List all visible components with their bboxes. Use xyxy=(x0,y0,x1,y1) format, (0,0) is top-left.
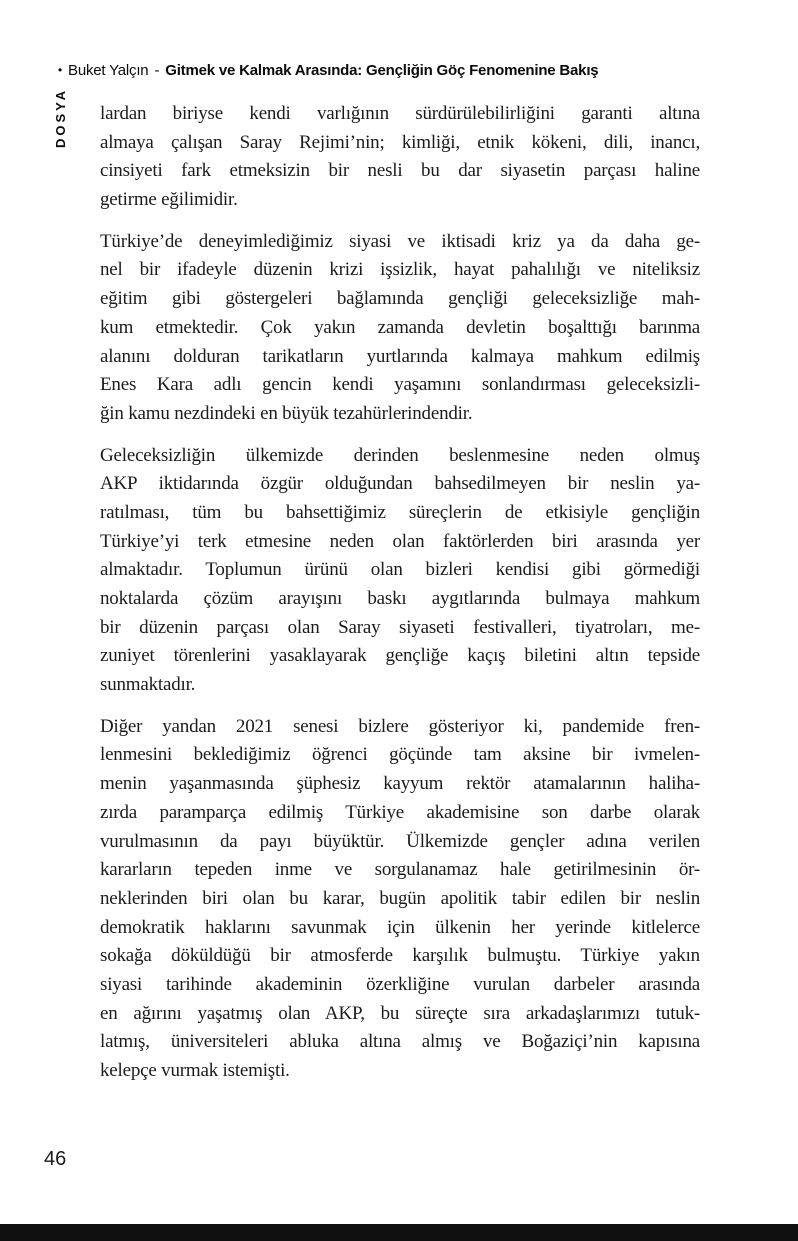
text-line: lardan biriyse kendi varlığının sürdürülebilirliğini garanti altına xyxy=(100,103,700,124)
text-line: kelepçe vurmak istemişti. xyxy=(100,1060,290,1081)
text-line: nel bir ifadeyle düzenin krizi işsizlik, hayat pahalılığı ve niteliksiz xyxy=(100,259,700,281)
text-line: lenmesini beklediğimiz öğrenci göçünde tam aksine bir ivmelen- xyxy=(100,744,700,766)
section-label-dosya: DOSYA xyxy=(53,88,68,149)
text-line: demokratik haklarını savunmak için ülkenin her yerinde kitlelerce xyxy=(100,916,700,938)
text-line: vurulmasının da payı büyüktür. Ülkemizde gençler adına verilen xyxy=(100,830,700,852)
running-header xyxy=(58,62,598,79)
text-line: getirme eğilimidir. xyxy=(100,189,238,211)
paragraph xyxy=(100,442,700,700)
text-line: Geleceksizliğin ülkemizde derinden beslenmesine neden olmuş xyxy=(100,444,700,466)
text-line: Diğer yandan 2021 senesi bizlere gösteriyor ki, pandemide fren- xyxy=(100,715,700,737)
text-line: siyasi tarihinde akademinin özerkliğine vurulan darbeler arasında xyxy=(100,973,700,995)
header-article-title: Gitmek ve Kalmak Arasında: Gençliğin Göç Fenomenine Bakış xyxy=(165,62,599,79)
text-line: ğin kamu nezdindeki en büyük tezahürlerindendir. xyxy=(100,402,473,424)
text-line: latmış, üniversiteleri abluka altına almış ve Boğaziçi’nin kapısına xyxy=(100,1031,700,1053)
text-line: kum etmektedir. Çok yakın zamanda devletin boşalttığı barınma xyxy=(100,316,700,338)
text-line: sokağa döküldüğü bir atmosferde karşılık bulmuştu. Türkiye yakın xyxy=(100,945,700,967)
text-line: alanını dolduran tarikatların yurtlarında kalmaya mahkum edilmiş xyxy=(100,345,700,367)
paragraph xyxy=(100,228,700,429)
text-line: en ağırını yaşatmış olan AKP, bu süreçte sıra arkadaşlarımızı tutuk- xyxy=(100,1002,700,1024)
text-line: zuniyet törenlerini yasaklayarak gençliğe kaçış biletini altın tepside xyxy=(100,645,700,667)
text-line: sunmaktadır. xyxy=(100,674,196,696)
header-author: Buket Yalçın xyxy=(68,62,149,79)
bullet-icon: • xyxy=(58,63,63,77)
text-line: Türkiye’yi terk etmesine neden olan faktörlerden biri arasında yer xyxy=(100,530,700,552)
text-line: Türkiye’de deneyimlediğimiz siyasi ve iktisadi kriz ya da daha ge- xyxy=(100,230,700,252)
paragraph xyxy=(100,713,700,1086)
text-line: neklerinden biri olan bu karar, bugün apolitik tabir edilen bir neslin xyxy=(100,887,700,909)
text-line: Enes Kara adlı gencin kendi yaşamını sonlandırması geleceksizli- xyxy=(100,374,700,396)
text-line: menin yaşanmasında şüphesiz kayyum rektör atamalarının haliha- xyxy=(100,773,700,795)
text-line: bir düzenin parçası olan Saray siyaseti festivalleri, tiyatroları, me- xyxy=(100,616,700,638)
text-line: eğitim gibi göstergeleri bağlamında gençliği geleceksizliğe mah- xyxy=(100,288,700,310)
header-separator: - xyxy=(154,62,160,79)
footer-bar xyxy=(0,1224,798,1241)
text-line: almaya çalışan Saray Rejimi’nin; kimliği, etnik kökeni, dili, inancı, xyxy=(100,131,700,153)
body-paragraphs xyxy=(100,100,700,1086)
text-line: kararların tepeden inme ve sorgulanamaz hale getirilmesinin ör- xyxy=(100,859,700,881)
text-line: ratılması, tüm bu bahsettiğimiz süreçlerin de etkisiyle gençliğin xyxy=(100,501,700,523)
text-line: zırda paramparça edilmiş Türkiye akademisine son darbe olarak xyxy=(100,801,700,823)
page-number: 46 xyxy=(44,1148,67,1170)
paragraph xyxy=(100,100,700,215)
text-line: AKP iktidarında özgür olduğundan bahsedilmeyen bir neslin ya- xyxy=(100,473,700,495)
text-line: almaktadır. Toplumun ürünü olan bizleri kendisi gibi görmediği xyxy=(100,559,700,581)
text-line: cinsiyeti fark etmeksizin bir nesli bu dar siyasetin parçası haline xyxy=(100,160,700,182)
text-line: noktalarda çözüm arayışını baskı aygıtlarında bulmaya mahkum xyxy=(100,588,700,609)
